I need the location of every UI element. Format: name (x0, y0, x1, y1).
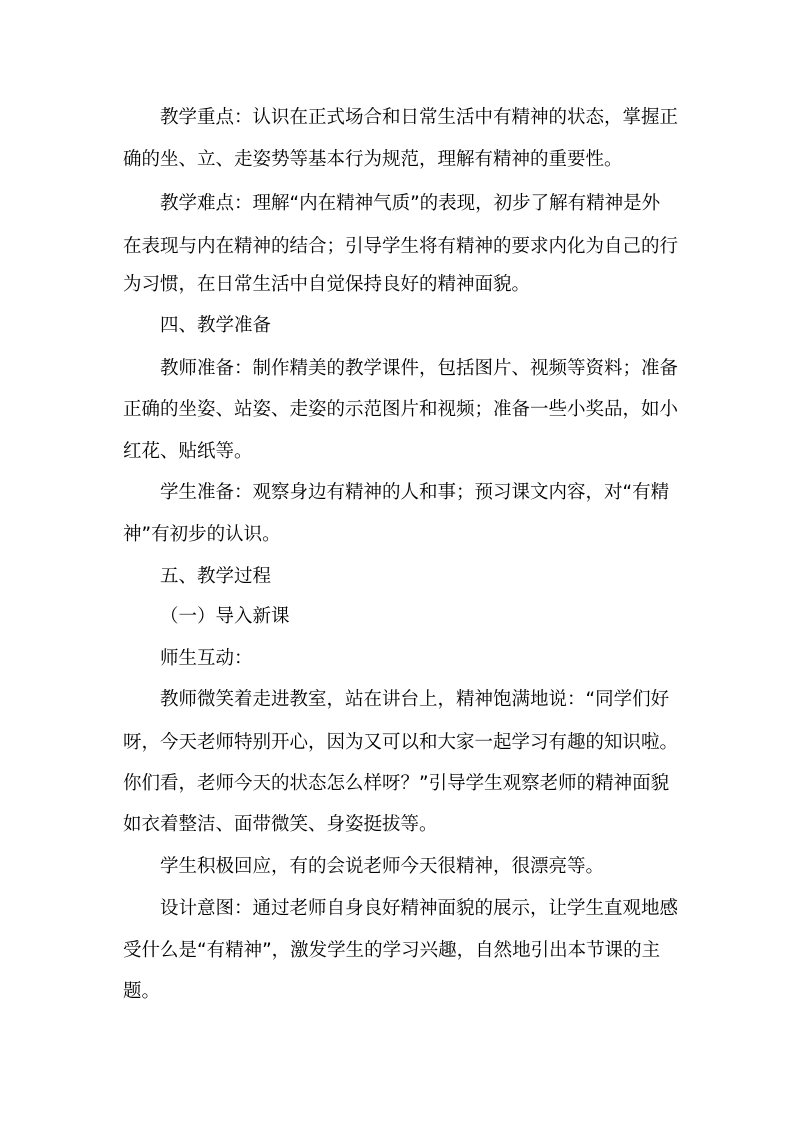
text-line: 题。 (123, 981, 161, 1002)
text-line: 在表现与内在精神的结合；引导学生将有精神的要求内化为自己的行 (123, 236, 679, 257)
text-line: 教学难点：理解“内在精神气质”的表现，初步了解有精神是外 (160, 193, 661, 214)
text-line: 红花、贴纸等。 (123, 441, 253, 462)
text-line: 你们看，老师今天的状态怎么样呀？”引导学生观察老师的精神面貌 (123, 773, 670, 794)
text-line: 如衣着整洁、面带微笑、身姿挺拔等。 (123, 814, 438, 835)
text-line: 教师微笑着走进教室，站在讲台上，精神饱满地说：“同学们好 (160, 689, 670, 710)
section-heading: 五、教学过程 (160, 566, 272, 587)
text-line: 确的坐、立、走姿势等基本行为规范，理解有精神的重要性。 (123, 149, 623, 170)
text-line: 教学重点：认识在正式场合和日常生活中有精神的状态，掌握正 (160, 107, 679, 128)
subsection-heading: （一）导入新课 (160, 606, 290, 627)
text-line: 神”有初步的认识。 (123, 524, 281, 545)
text-line: 正确的坐姿、站姿、走姿的示范图片和视频；准备一些小奖品，如小 (123, 399, 679, 420)
text-line: 设计意图：通过老师自身良好精神面貌的展示，让学生直观地感 (160, 898, 679, 919)
text-line: 学生准备：观察身边有精神的人和事；预习课文内容，对“有精 (160, 482, 670, 503)
text-line: 师生互动： (160, 648, 253, 669)
section-heading: 四、教学准备 (160, 315, 272, 336)
text-line: 教师准备：制作精美的教学课件，包括图片、视频等资料；准备 (160, 358, 679, 379)
text-line: 受什么是“有精神”，激发学生的学习兴趣，自然地引出本节课的主 (123, 940, 661, 961)
text-line: 为习惯，在日常生活中自觉保持良好的精神面貌。 (123, 274, 531, 295)
text-line: 呀，今天老师特别开心，因为又可以和大家一起学习有趣的知识啦。 (123, 732, 679, 753)
text-line: 学生积极回应，有的会说老师今天很精神，很漂亮等。 (160, 856, 605, 877)
